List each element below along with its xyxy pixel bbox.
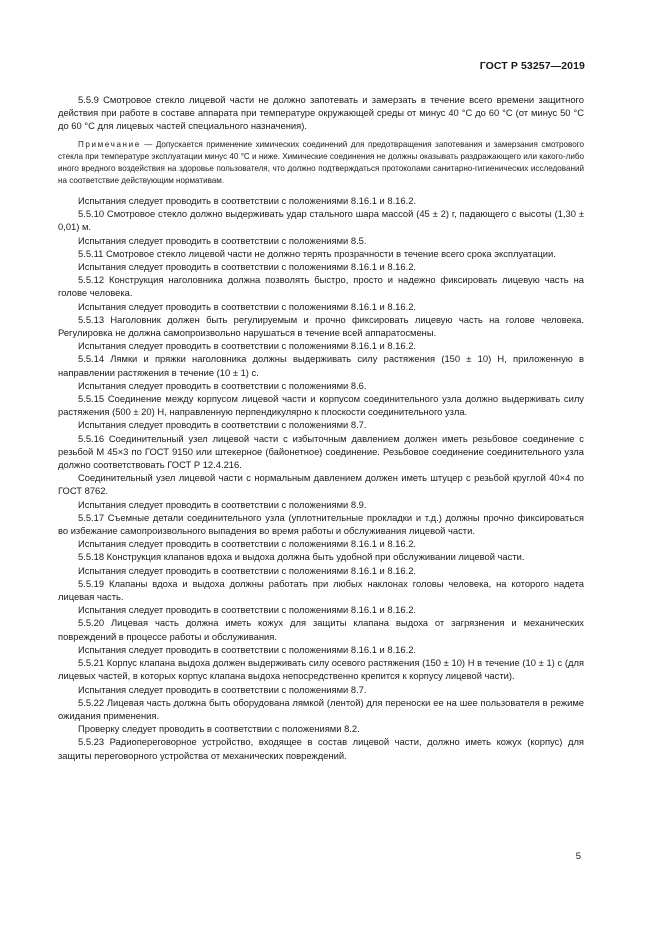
paragraph: Испытания следует проводить в соответствии с положениями 8.16.1 и 8.16.2. xyxy=(78,194,417,206)
paragraph: 5.5.13 Наголовник должен быть регулируемым и прочно фиксировать лицевую часть на голове человека. Регулировка не должна самопроизвольно нарушаться в течение всей аппаратосмены. xyxy=(58,313,584,339)
paragraph: Испытания следует проводить в соответствии с положениями 8.7. xyxy=(78,683,367,695)
paragraph: Испытания следует проводить в соответствии с положениями 8.16.1 и 8.16.2. xyxy=(78,538,417,550)
paragraph-5-5-9: 5.5.9 Смотровое стекло лицевой части не должно запотевать и замерзать в течение всего времени защитного действия при работе в составе аппарата при температуре окружающей среды от минус 40 °С до 60 °С (от минус 50 °С до 60 °С для лицевых частей специального назначения). xyxy=(58,94,584,132)
paragraph: 5.5.17 Съемные детали соединительного узла (уплотнительные прокладки и т.д.) должны прочно фиксироваться во избежание самопроизвольного выпадения во время работы и обслуживания лицевой части. xyxy=(58,511,584,537)
paragraph: 5.5.10 Смотровое стекло должно выдерживать удар стального шара массой (45 ± 2) г, падающего с высоты (1,30 ± 0,01) м. xyxy=(58,208,584,233)
paragraph: 5.5.11 Смотровое стекло лицевой части не должно терять прозрачности в течение всего срока эксплуатации. xyxy=(78,247,556,259)
paragraph: Испытания следует проводить в соответствии с положениями 8.16.1 и 8.16.2. xyxy=(78,643,417,655)
paragraph: 5.5.14 Лямки и пряжки наголовника должны выдерживать силу растяжения (150 ± 10) Н, приложенную в направлении растяжения в течение (10 ± 1) с. xyxy=(58,353,584,378)
paragraph: Соединительный узел лицевой части с нормальным давлением должен иметь штуцер с резьбой круглой 40×4 по ГОСТ 8762. xyxy=(58,472,584,497)
paragraph: 5.5.15 Соединение между корпусом лицевой части и корпусом соединительного узла должно выдерживать силу растяжения (500 ± 20) Н, направленную перпендикулярно к плоскости соединительного узла. xyxy=(58,393,584,418)
paragraph: 5.5.12 Конструкция наголовника должна позволять быстро, просто и надежно фиксировать лицевую часть на голове человека. xyxy=(58,274,584,299)
note-label: Примечание xyxy=(78,139,141,149)
paragraph: 5.5.20 Лицевая часть должна иметь кожух для защиты клапана выдоха от загрязнения и механических повреждений в процессе работы и обслуживания. xyxy=(58,617,584,642)
document-header: ГОСТ Р 53257—2019 xyxy=(479,60,585,72)
paragraph: Испытания следует проводить в соответствии с положениями 8.6. xyxy=(78,379,367,391)
paragraph: Испытания следует проводить в соответствии с положениями 8.16.1 и 8.16.2. xyxy=(78,300,417,312)
note xyxy=(58,139,584,187)
paragraph: Испытания следует проводить в соответствии с положениями 8.16.1 и 8.16.2. xyxy=(78,564,417,576)
paragraph: 5.5.16 Соединительный узел лицевой части с избыточным давлением должен иметь резьбовое соединение с резьбой М 45×3 по ГОСТ 9150 или штекерное (байонетное) соединение. Резьбовое соединение соединительного узла должно соответствовать ГОСТ Р 12.4.216. xyxy=(58,432,584,471)
page-number: 5 xyxy=(575,851,581,862)
document-body xyxy=(58,93,584,762)
paragraph: 5.5.22 Лицевая часть должна быть оборудована лямкой (лентой) для переноски ее на шее пользователя в режиме ожидания применения. xyxy=(58,696,584,721)
paragraph: Испытания следует проводить в соответствии с положениями 8.7. xyxy=(78,419,367,431)
paragraph: 5.5.18 Конструкция клапанов вдоха и выдоха должна быть удобной при обслуживании лицевой части. xyxy=(78,551,525,563)
paragraph: Испытания следует проводить в соответствии с положениями 8.16.1 и 8.16.2. xyxy=(78,604,417,616)
paragraph: 5.5.23 Радиопереговорное устройство, входящее в состав лицевой части, должно иметь кожух (корпус) для защиты переговорного устройства от механических повреждений. xyxy=(58,736,584,761)
paragraph: 5.5.21 Корпус клапана выдоха должен выдерживать силу осевого растяжения (150 ± 10) Н в течение (10 ± 1) с (для лицевых частей, в которых корпус клапана выдоха непосредственно крепится к корпусу лицевой части). xyxy=(58,657,584,682)
paragraph: Испытания следует проводить в соответствии с положениями 8.16.1 и 8.16.2. xyxy=(78,261,417,272)
paragraph: Проверку следует проводить в соответствии с положениями 8.2. xyxy=(78,723,360,735)
paragraph: Испытания следует проводить в соответствии с положениями 8.9. xyxy=(78,498,367,510)
note-text: — Допускается применение химических соединений для предотвращения запотевания и замерзания смотрового стекла при температуре эксплуатации минус 40 °С и ниже. Химические соединения не должны оказывать раздражающего или какого-либо иного вредного воздействия на здоровье пользователя, что должно подтверждаться протоколами санитарно-гигиенических исследований на соответствие действующим нормативам. xyxy=(58,139,584,185)
paragraph: Испытания следует проводить в соответствии с положениями 8.5. xyxy=(78,234,367,246)
paragraph: 5.5.19 Клапаны вдоха и выдоха должны работать при любых наклонах головы человека, на которого надета лицевая часть. xyxy=(58,577,584,603)
paragraph: Испытания следует проводить в соответствии с положениями 8.16.1 и 8.16.2. xyxy=(78,340,417,352)
